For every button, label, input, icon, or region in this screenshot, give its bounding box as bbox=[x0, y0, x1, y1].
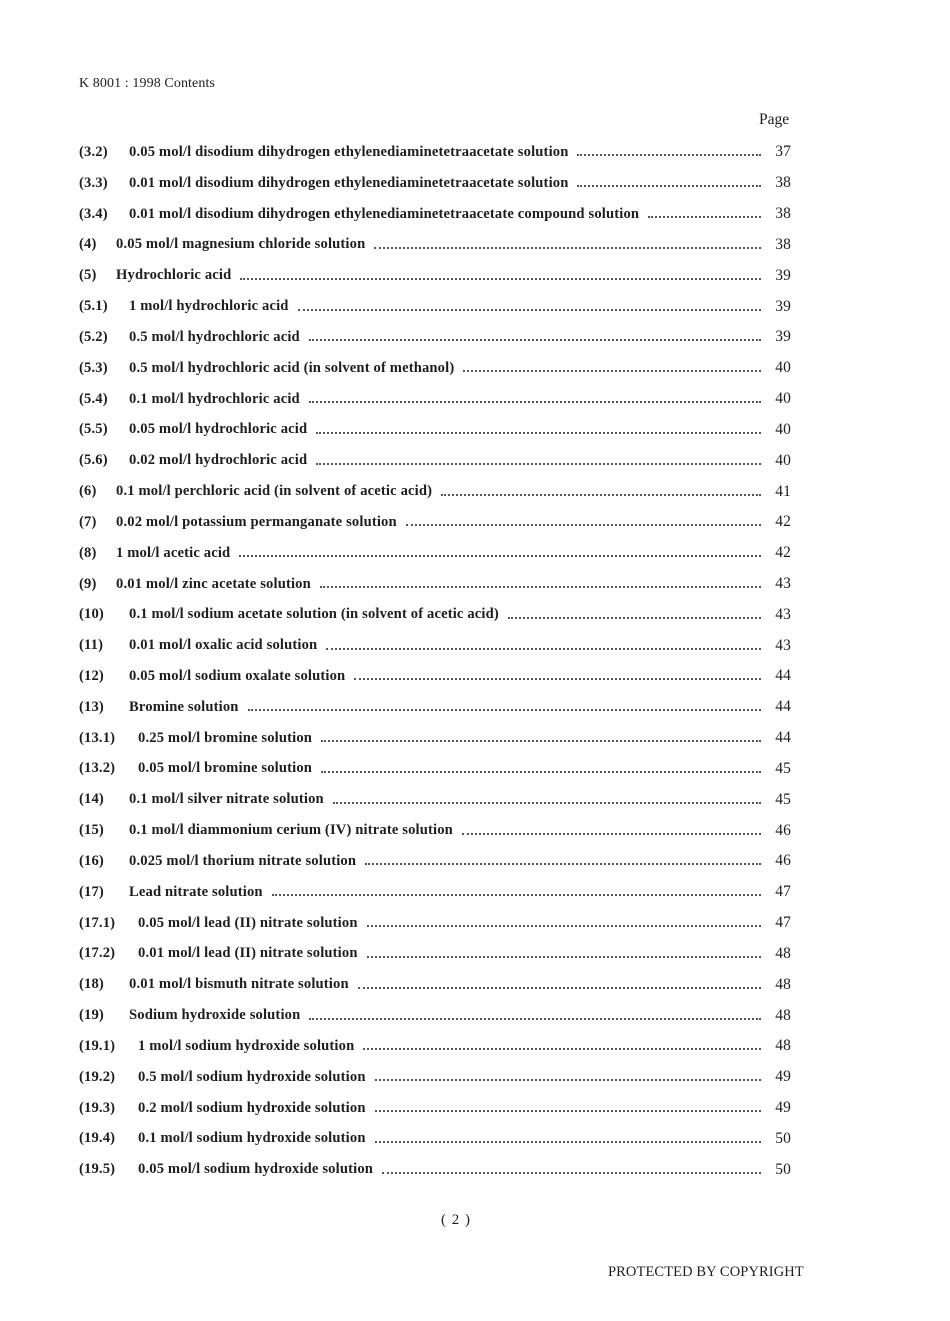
toc-entry[interactable] bbox=[79, 476, 791, 507]
toc-entry-page: 39 bbox=[775, 328, 791, 346]
toc-entry[interactable] bbox=[79, 384, 791, 415]
dot-leader bbox=[309, 1010, 761, 1020]
toc-entry-title: 0.5 mol/l hydrochloric acid (in solvent of methanol) bbox=[129, 359, 455, 376]
toc-entry[interactable] bbox=[79, 445, 791, 476]
dot-leader bbox=[354, 670, 761, 680]
dot-leader bbox=[333, 794, 761, 804]
toc-entry[interactable] bbox=[79, 969, 791, 1000]
toc-entry[interactable] bbox=[79, 199, 791, 230]
dot-leader bbox=[326, 640, 761, 650]
toc-entry-number: (5.2) bbox=[79, 328, 108, 345]
toc-entry-number: (5.3) bbox=[79, 359, 108, 376]
dot-leader bbox=[375, 1133, 761, 1143]
toc-entry[interactable] bbox=[79, 569, 791, 600]
toc-entry-number: (7) bbox=[79, 513, 97, 530]
toc-entry-title: 0.01 mol/l oxalic acid solution bbox=[129, 637, 318, 654]
toc-entry-title: 0.5 mol/l hydrochloric acid bbox=[129, 328, 300, 345]
toc-entry-page: 48 bbox=[775, 1006, 791, 1024]
toc-entry-number: (11) bbox=[79, 637, 104, 654]
toc-entry[interactable] bbox=[79, 137, 791, 168]
toc-entry-title: Bromine solution bbox=[129, 698, 239, 715]
toc-entry-page: 45 bbox=[775, 759, 791, 777]
toc-entry-page: 37 bbox=[775, 143, 791, 161]
dot-leader bbox=[374, 239, 761, 249]
dot-leader bbox=[358, 979, 761, 989]
footer-page-number: ( 2 ) bbox=[441, 1212, 471, 1228]
toc-entry-number: (4) bbox=[79, 236, 97, 253]
toc-entry[interactable] bbox=[79, 260, 791, 291]
toc-entry-number: (14) bbox=[79, 791, 104, 808]
toc-entry-page: 49 bbox=[775, 1099, 791, 1117]
toc-entry[interactable] bbox=[79, 692, 791, 723]
toc-entry-title: Lead nitrate solution bbox=[129, 883, 263, 900]
toc-entry-title: 0.25 mol/l bromine solution bbox=[138, 729, 313, 746]
toc-entry-number: (5.6) bbox=[79, 452, 108, 469]
dot-leader bbox=[298, 301, 761, 311]
toc-entry-title: 0.05 mol/l sodium oxalate solution bbox=[129, 667, 346, 684]
toc-entry[interactable] bbox=[79, 877, 791, 908]
dot-leader bbox=[248, 701, 761, 711]
toc-entry-number: (17.2) bbox=[79, 945, 116, 962]
dot-leader bbox=[406, 516, 761, 526]
toc-entry-number: (9) bbox=[79, 575, 97, 592]
document-header: K 8001 : 1998 Contents bbox=[79, 76, 215, 91]
dot-leader bbox=[309, 393, 761, 403]
toc-entry-page: 42 bbox=[775, 544, 791, 562]
toc-entry-number: (5.4) bbox=[79, 390, 108, 407]
toc-entry[interactable] bbox=[79, 1031, 791, 1062]
toc-entry-title: 0.025 mol/l thorium nitrate solution bbox=[129, 852, 357, 869]
toc-entry-title: 0.1 mol/l sodium acetate solution (in solvent of acetic acid) bbox=[129, 606, 499, 623]
toc-entry-title: 0.02 mol/l hydrochloric acid bbox=[129, 452, 308, 469]
copyright-notice: PROTECTED BY COPYRIGHT bbox=[608, 1264, 804, 1280]
dot-leader bbox=[577, 177, 761, 187]
toc-entry-page: 48 bbox=[775, 975, 791, 993]
dot-leader bbox=[320, 578, 761, 588]
toc-entry-page: 49 bbox=[775, 1068, 791, 1086]
dot-leader bbox=[382, 1164, 761, 1174]
toc-entry-page: 42 bbox=[775, 513, 791, 531]
toc-entry-title: 0.05 mol/l hydrochloric acid bbox=[129, 421, 308, 438]
dot-leader bbox=[321, 732, 761, 742]
dot-leader bbox=[508, 609, 761, 619]
toc-entry-title: 0.5 mol/l sodium hydroxide solution bbox=[138, 1068, 366, 1085]
toc-entry-number: (17) bbox=[79, 883, 104, 900]
toc-entry[interactable] bbox=[79, 1093, 791, 1124]
toc-entry-title: 0.1 mol/l silver nitrate solution bbox=[129, 791, 324, 808]
toc-entry[interactable] bbox=[79, 908, 791, 939]
dot-leader bbox=[441, 486, 761, 496]
toc-entry[interactable] bbox=[79, 1062, 791, 1093]
dot-leader bbox=[367, 948, 761, 958]
toc-entry-page: 48 bbox=[775, 1037, 791, 1055]
toc-entry-number: (5.5) bbox=[79, 421, 108, 438]
toc-entry-page: 46 bbox=[775, 821, 791, 839]
toc-entry[interactable] bbox=[79, 661, 791, 692]
page-column-label: Page bbox=[759, 111, 790, 128]
toc-entry-title: 0.05 mol/l bromine solution bbox=[138, 760, 313, 777]
toc-entry-title: 0.01 mol/l lead (II) nitrate solution bbox=[138, 945, 358, 962]
toc-entry-title: 0.01 mol/l disodium dihydrogen ethylenediaminetetraacetate compound solution bbox=[129, 205, 640, 222]
toc-entry-number: (19.5) bbox=[79, 1161, 116, 1178]
toc-entry[interactable] bbox=[79, 784, 791, 815]
toc-entry-title: 0.05 mol/l lead (II) nitrate solution bbox=[138, 914, 358, 931]
toc-entry-page: 40 bbox=[775, 420, 791, 438]
dot-leader bbox=[316, 424, 761, 434]
toc-entry-title: 0.1 mol/l hydrochloric acid bbox=[129, 390, 300, 407]
toc-entry[interactable] bbox=[79, 599, 791, 630]
toc-entry-title: 0.1 mol/l sodium hydroxide solution bbox=[138, 1130, 366, 1147]
toc-entry-title: 1 mol/l hydrochloric acid bbox=[129, 298, 289, 315]
toc-entry-page: 46 bbox=[775, 852, 791, 870]
toc-entry-page: 38 bbox=[775, 235, 791, 253]
toc-entry-page: 38 bbox=[775, 174, 791, 192]
toc-entry[interactable] bbox=[79, 291, 791, 322]
toc-entry-page: 38 bbox=[775, 205, 791, 223]
toc-entry[interactable] bbox=[79, 353, 791, 384]
toc-entry-number: (17.1) bbox=[79, 914, 116, 931]
toc-entry-number: (13.1) bbox=[79, 729, 116, 746]
toc-entry-title: 1 mol/l sodium hydroxide solution bbox=[138, 1037, 355, 1054]
toc-entry-number: (19.2) bbox=[79, 1068, 116, 1085]
toc-entry[interactable] bbox=[79, 168, 791, 199]
dot-leader bbox=[365, 855, 761, 865]
dot-leader bbox=[367, 917, 761, 927]
toc-entry-title: 0.1 mol/l diammonium cerium (IV) nitrate solution bbox=[129, 822, 453, 839]
toc-entry[interactable] bbox=[79, 723, 791, 754]
toc-entry-number: (19.1) bbox=[79, 1037, 116, 1054]
toc-entry-page: 50 bbox=[775, 1129, 791, 1147]
toc-entry-title: 0.05 mol/l sodium hydroxide solution bbox=[138, 1161, 374, 1178]
toc-entry-number: (3.3) bbox=[79, 174, 108, 191]
toc-entry-page: 47 bbox=[775, 914, 791, 932]
toc-entry-page: 43 bbox=[775, 605, 791, 623]
toc-entry-page: 48 bbox=[775, 944, 791, 962]
toc-entry-number: (3.4) bbox=[79, 205, 108, 222]
toc-entry-title: 0.01 mol/l bismuth nitrate solution bbox=[129, 976, 349, 993]
dot-leader bbox=[648, 208, 761, 218]
toc-entry-number: (13) bbox=[79, 698, 104, 715]
toc-entry[interactable] bbox=[79, 322, 791, 353]
dot-leader bbox=[462, 825, 761, 835]
toc-entry-title: 0.02 mol/l potassium permanganate solution bbox=[116, 513, 397, 530]
toc-entry-page: 40 bbox=[775, 359, 791, 377]
toc-entry[interactable] bbox=[79, 1124, 791, 1155]
toc-entry-number: (15) bbox=[79, 822, 104, 839]
dot-leader bbox=[463, 362, 761, 372]
toc-entry-number: (19.3) bbox=[79, 1099, 116, 1116]
dot-leader bbox=[272, 886, 761, 896]
dot-leader bbox=[316, 455, 761, 465]
toc-entry[interactable] bbox=[79, 414, 791, 445]
toc-entry-number: (5.1) bbox=[79, 298, 108, 315]
toc-entry-page: 43 bbox=[775, 575, 791, 592]
dot-leader bbox=[363, 1040, 761, 1050]
toc-entry-number: (5) bbox=[79, 267, 97, 284]
toc-entry-title: Hydrochloric acid bbox=[116, 267, 232, 284]
toc-entry-title: 0.01 mol/l disodium dihydrogen ethylenediaminetetraacetate solution bbox=[129, 174, 569, 191]
toc-entry-page: 47 bbox=[775, 883, 791, 901]
toc-entry[interactable] bbox=[79, 507, 791, 538]
toc-entry-title: 0.05 mol/l magnesium chloride solution bbox=[116, 236, 366, 253]
toc-entry-number: (8) bbox=[79, 544, 97, 561]
toc-entry-page: 40 bbox=[775, 390, 791, 408]
toc-entry-page: 50 bbox=[775, 1160, 791, 1178]
toc-entry-page: 39 bbox=[775, 297, 791, 315]
toc-entry-page: 44 bbox=[775, 729, 791, 747]
toc-entry[interactable] bbox=[79, 939, 791, 970]
toc-entry[interactable] bbox=[79, 1154, 791, 1185]
toc-entry-title: 0.2 mol/l sodium hydroxide solution bbox=[138, 1099, 366, 1116]
toc-entry-title: 0.01 mol/l zinc acetate solution bbox=[116, 575, 311, 592]
dot-leader bbox=[321, 763, 761, 773]
toc-entry-number: (12) bbox=[79, 667, 104, 684]
toc-entry-number: (16) bbox=[79, 852, 104, 869]
toc-entry-page: 43 bbox=[775, 636, 791, 654]
dot-leader bbox=[309, 331, 761, 341]
toc-entry-title: 0.05 mol/l disodium dihydrogen ethylenediaminetetraacetate solution bbox=[129, 143, 569, 160]
toc-entry-title: 1 mol/l acetic acid bbox=[116, 544, 231, 561]
dot-leader bbox=[240, 270, 761, 280]
toc-entry-number: (13.2) bbox=[79, 760, 116, 777]
toc-entry-page: 44 bbox=[775, 667, 791, 685]
toc-entry-page: 39 bbox=[775, 266, 791, 284]
dot-leader bbox=[577, 146, 761, 156]
toc-entry[interactable] bbox=[79, 538, 791, 569]
toc-entry-number: (18) bbox=[79, 976, 104, 993]
dot-leader bbox=[239, 547, 761, 557]
toc-entry[interactable] bbox=[79, 1000, 791, 1031]
toc-entry-number: (10) bbox=[79, 606, 104, 623]
toc-entry[interactable] bbox=[79, 754, 791, 785]
toc-entry[interactable] bbox=[79, 846, 791, 877]
toc-entry-page: 45 bbox=[775, 790, 791, 808]
toc-entry-page: 41 bbox=[775, 482, 791, 500]
toc-entry-page: 40 bbox=[775, 451, 791, 469]
toc-entry-number: (19.4) bbox=[79, 1130, 116, 1147]
toc-entry[interactable] bbox=[79, 630, 791, 661]
toc-entry-title: Sodium hydroxide solution bbox=[129, 1007, 301, 1024]
toc-entry-number: (19) bbox=[79, 1007, 104, 1024]
dot-leader bbox=[375, 1071, 761, 1081]
toc-entry[interactable] bbox=[79, 229, 791, 260]
toc-entry-title: 0.1 mol/l perchloric acid (in solvent of acetic acid) bbox=[116, 483, 433, 500]
toc-entry-number: (3.2) bbox=[79, 143, 108, 160]
toc-entry[interactable] bbox=[79, 815, 791, 846]
dot-leader bbox=[375, 1102, 761, 1112]
table-of-contents bbox=[79, 137, 791, 1185]
toc-entry-page: 44 bbox=[775, 698, 791, 716]
toc-entry-number: (6) bbox=[79, 483, 97, 500]
